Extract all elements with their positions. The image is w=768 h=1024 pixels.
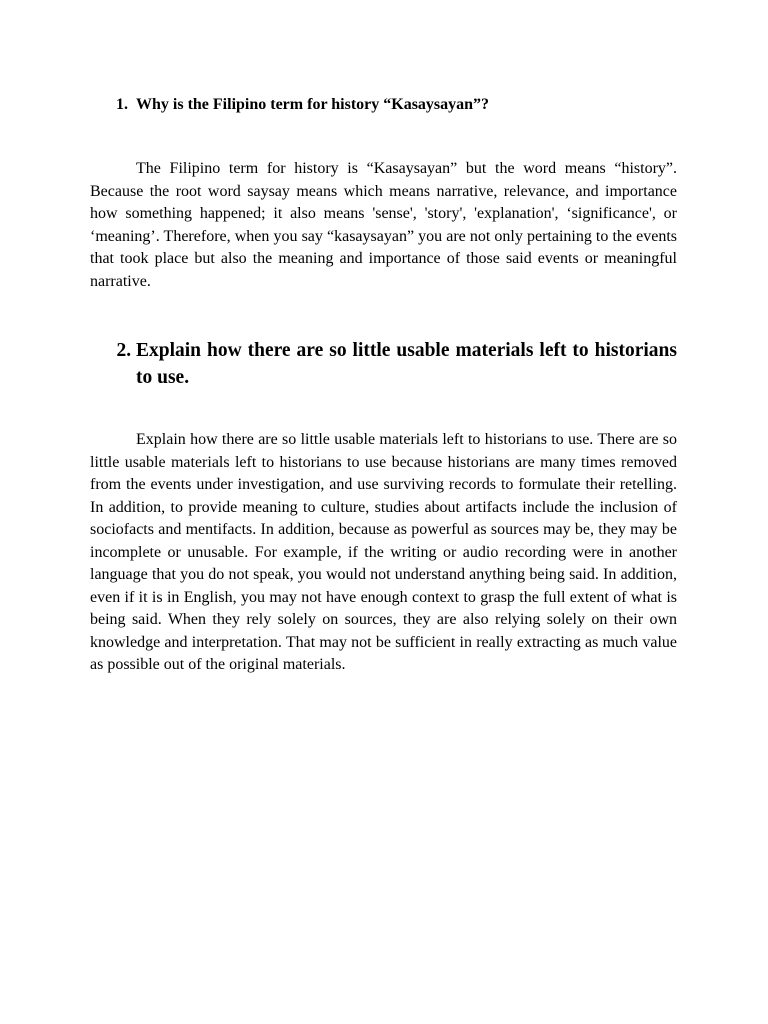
answer-2-paragraph: Explain how there are so little usable materials left to historians to use. There are so little usable materials left to historians to use because historians are many times removed from the events under investigation, and use surviving records to formulate their retelling. In addition, to provide meaning to culture, studies about artifacts include the inclusion of sociofacts and mentifacts. In addition, because as powerful as sources may be, they may be incomplete or unusable. For example, if the writing or audio recording were in another language that you do not speak, you would not understand anything being said. In addition, even if it is in English, you may not have enough context to grasp the full extent of what is being said. When they rely solely on sources, they are also relying solely on their own knowledge and interpretation. That may not be sufficient in really extracting as much value as possible out of the original materials. [90,431,677,673]
question-1-heading [90,94,677,116]
answer-1-paragraph: The Filipino term for history is “Kasaysayan” but the word means “history”. Because the root word saysay means which means narrative, relevance, and importance how something happened; it also means 'sense', 'story', 'explanation', ‘significance', or ‘meaning’. Therefore, when you say “kasaysayan” you are not only pertaining to the events that took place but also the meaning and importance of those said events or meaningful narrative. [90,160,677,290]
question-1-text: Why is the Filipino term for history “Kasaysayan”? [136,96,490,113]
question-2-text: Explain how there are so little usable materials left to historians to use. [136,340,677,388]
question-2-heading [90,337,677,391]
question-1-number: 1. [116,96,128,113]
question-2-number: 2. [116,340,132,361]
